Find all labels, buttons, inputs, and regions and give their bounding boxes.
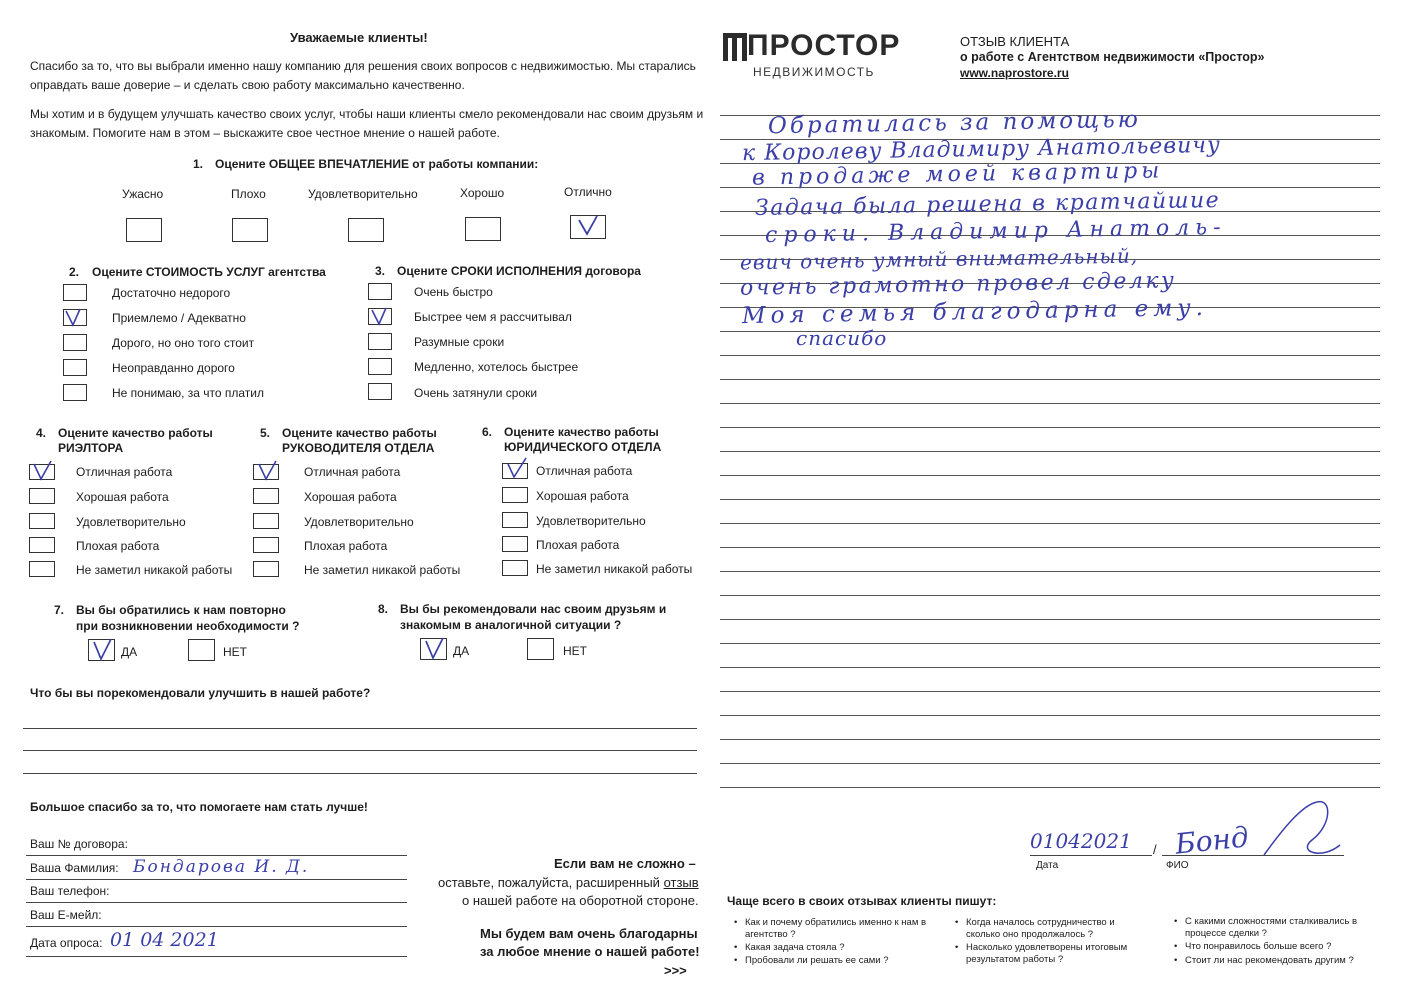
q6-checkbox[interactable]: [502, 487, 528, 503]
intro-paragraph-2-line-1: Мы хотим и в будущем улучшать качество своих услуг, чтобы наши клиенты смело рекомендовали нас своим друзьям и: [30, 107, 704, 121]
q2-checkbox[interactable]: [63, 359, 87, 376]
intro-paragraph-1-line-1: Спасибо за то, что вы выбрали именно нашу компанию для решения своих вопросов с недвижимостью. Мы старались: [30, 59, 696, 73]
q1-option-label: Ужасно: [122, 187, 164, 201]
logo-subtitle: НЕДВИЖИМОСТЬ: [753, 65, 875, 79]
review-line: спасибо: [796, 326, 888, 350]
q5-option-label: Удовлетворительно: [304, 515, 414, 529]
q7-number: 7.: [54, 603, 65, 617]
q5-label-line-2: РУКОВОДИТЕЛЯ ОТДЕЛА: [282, 441, 435, 455]
q7-label-line-1: Вы бы обратились к нам повторно: [76, 603, 286, 617]
q2-option-label: Не понимаю, за что платил: [112, 386, 265, 400]
signature-separator: /: [1153, 842, 1157, 857]
ruled-line: [720, 547, 1380, 548]
signature-flourish-icon: [1262, 800, 1342, 870]
q4-option-label: Удовлетворительно: [76, 515, 186, 529]
email-underline: [26, 926, 407, 927]
note-line-2: [438, 875, 699, 890]
q8-label-line-1: Вы бы рекомендовали нас своим друзьям и: [400, 602, 667, 616]
q8-number: 8.: [378, 602, 389, 616]
q6-checkmark-icon: [504, 456, 530, 480]
ruled-line: [720, 427, 1380, 428]
phone-label: Ваш телефон:: [30, 884, 110, 898]
q5-checkbox[interactable]: [253, 561, 279, 577]
q6-option-label: Удовлетворительно: [536, 514, 646, 528]
q6-label-line-1: Оцените качество работы: [504, 425, 659, 439]
q2-option-label: Достаточно недорого: [112, 286, 231, 300]
q4-number: 4.: [36, 426, 47, 440]
q1-option-label: Хорошо: [460, 186, 505, 200]
improve-line[interactable]: [23, 750, 697, 751]
q3-option-label: Очень затянули сроки: [414, 386, 538, 400]
q3-checkbox[interactable]: [368, 358, 392, 375]
q2-option-label: Приемлемо / Адекватно: [112, 311, 246, 325]
q5-option-label: Плохая работа: [304, 539, 388, 553]
q5-checkbox[interactable]: [253, 488, 279, 504]
q3-number: 3.: [375, 264, 386, 278]
improve-line[interactable]: [23, 728, 697, 729]
q7-no-checkbox[interactable]: [188, 639, 215, 661]
logo-mark-icon: [723, 33, 747, 61]
q2-label: Оцените СТОИМОСТЬ УСЛУГ агентства: [92, 265, 326, 279]
q4-label-line-1: Оцените качество работы: [58, 426, 213, 440]
q5-option-label: Отличная работа: [304, 465, 401, 479]
ruled-line: [720, 619, 1380, 620]
intro-paragraph-1-line-2: оправдать ваше доверие – и сделать свою работу максимально качественно.: [30, 78, 465, 92]
q4-option-label: Не заметил никакой работы: [76, 563, 233, 577]
q3-option-label: Очень быстро: [414, 285, 493, 299]
website-link[interactable]: www.naprostore.ru: [960, 66, 1069, 80]
q6-option-label: Не заметил никакой работы: [536, 562, 693, 576]
date-underline: [26, 956, 407, 957]
q5-checkmark-icon: [255, 458, 281, 482]
q6-option-label: Хорошая работа: [536, 489, 629, 503]
q8-yes-label: ДА: [453, 644, 470, 658]
review-line: Задача была решена в кратчайшие: [754, 187, 1221, 222]
review-line: сроки. Владимир Анатоль-: [764, 214, 1227, 249]
logo-wordmark: ПРОСТОР: [747, 29, 901, 62]
review-date-label: Дата: [1036, 860, 1059, 871]
q2-option-label: Неоправданно дорого: [112, 361, 235, 375]
q3-label: Оцените СРОКИ ИСПОЛНЕНИЯ договора: [397, 264, 641, 278]
q1-label: Оцените ОБЩЕЕ ВПЕЧАТЛЕНИЕ от работы компании:: [215, 157, 539, 171]
ruled-line: [720, 715, 1380, 716]
q4-option-label: Отличная работа: [76, 465, 173, 479]
tip-item: • Пробовали ли решать ее сами ?: [745, 955, 930, 966]
q6-checkbox[interactable]: [502, 512, 528, 528]
date-label: Дата опроса:: [30, 936, 103, 950]
tips-title: Чаще всего в своих отзывах клиенты пишут:: [727, 894, 997, 908]
fio-label: ФИО: [1166, 860, 1189, 871]
q3-checkbox[interactable]: [368, 383, 392, 400]
tip-item: • Как и почему обратились именно к нам в агентство ?: [745, 917, 930, 941]
contract-underline: [26, 855, 407, 856]
ruled-line: [720, 739, 1380, 740]
ruled-line: [720, 763, 1380, 764]
q7-yes-label: ДА: [121, 645, 138, 659]
q1-checkbox[interactable]: [465, 217, 501, 241]
note-line-3: о нашей работе на оборотной стороне.: [462, 893, 699, 908]
q1-option-label: Плохо: [231, 187, 266, 201]
review-date-value[interactable]: 01042021: [1030, 829, 1132, 853]
q2-number: 2.: [69, 265, 80, 279]
q5-number: 5.: [260, 426, 271, 440]
surname-label: Ваша Фамилия:: [30, 861, 119, 875]
ruled-line: [720, 355, 1380, 356]
note-line-5: за любое мнение о нашей работе!: [480, 944, 700, 959]
signature-value[interactable]: Бонд: [1173, 820, 1251, 861]
q4-option-label: Плохая работа: [76, 539, 160, 553]
review-line: евич очень умный внимательный,: [739, 243, 1139, 275]
review-line: Обратилась за помощью: [767, 106, 1142, 140]
q5-checkbox[interactable]: [253, 513, 279, 529]
ruled-line: [720, 667, 1380, 668]
q7-checkmark-icon: [90, 636, 116, 662]
q1-checkmark-icon: [575, 214, 603, 238]
review-header-subtitle: о работе с Агентством недвижимости «Простор»: [960, 50, 1265, 64]
q3-option-label: Медленно, хотелось быстрее: [414, 360, 579, 374]
q3-option-label: Быстрее чем я рассчитывал: [414, 310, 572, 324]
q3-option-label: Разумные сроки: [414, 335, 505, 349]
review-line: в продаже моей квартиры: [751, 158, 1164, 191]
q6-number: 6.: [482, 425, 493, 439]
q8-checkmark-icon: [422, 635, 448, 661]
tip-item: • Стоит ли нас рекомендовать другим ?: [1185, 955, 1360, 966]
q2-checkmark-icon: [63, 306, 87, 328]
q1-checkbox[interactable]: [348, 218, 384, 242]
q4-checkbox[interactable]: [29, 561, 55, 577]
note-line-1: Если вам не сложно –: [554, 856, 696, 871]
ruled-line: [720, 499, 1380, 500]
q5-option-label: Хорошая работа: [304, 490, 397, 504]
q4-checkbox[interactable]: [29, 537, 55, 553]
review-line: к Королеву Владимиру Анатольевичу: [741, 132, 1221, 167]
date-value[interactable]: 01 04 2021: [110, 929, 219, 951]
q2-checkbox[interactable]: [63, 334, 87, 351]
intro-paragraph-2-line-2: знакомым. Помогите нам в этом – выскажите свое честное мнение о нашей работе.: [30, 126, 500, 140]
q6-checkbox[interactable]: [502, 560, 528, 576]
q1-option-label: Удовлетворительно: [308, 187, 418, 201]
q8-label-line-2: знакомым в аналогичной ситуации ?: [400, 618, 622, 632]
thanks-text: Большое спасибо за то, что помогаете нам стать лучше!: [30, 800, 368, 814]
q6-checkbox[interactable]: [502, 536, 528, 552]
q7-no-label: НЕТ: [223, 645, 247, 659]
q1-checkbox[interactable]: [232, 218, 268, 242]
q8-no-checkbox[interactable]: [527, 638, 554, 660]
note-arrows: >>>: [664, 963, 687, 978]
contract-label: Ваш № договора:: [30, 837, 128, 851]
review-line: очень грамотно провел сделку: [739, 268, 1177, 301]
tip-item: • С какими сложностями сталкивались в процессе сделки ?: [1185, 916, 1360, 940]
review-line: Моя семья благодарна ему.: [741, 294, 1209, 330]
ruled-line: [720, 475, 1380, 476]
surname-value[interactable]: Бондарова И. Д.: [133, 857, 310, 877]
ruled-line: [720, 643, 1380, 644]
q3-checkbox[interactable]: [368, 283, 392, 300]
ruled-line: [720, 691, 1380, 692]
q5-option-label: Не заметил никакой работы: [304, 563, 461, 577]
q6-label-line-2: ЮРИДИЧЕСКОГО ОТДЕЛА: [504, 440, 662, 454]
q1-number: 1.: [193, 157, 204, 171]
ruled-line: [720, 379, 1380, 380]
q1-option-label: Отлично: [564, 185, 612, 199]
q3-checkmark-icon: [369, 305, 393, 327]
ruled-line: [720, 595, 1380, 596]
tip-item: • Что понравилось больше всего ?: [1185, 941, 1360, 952]
ruled-line: [720, 571, 1380, 572]
tip-item: • Какая задача стояла ?: [745, 942, 930, 953]
q2-checkbox[interactable]: [63, 384, 87, 401]
q4-checkmark-icon: [30, 458, 56, 482]
ruled-line: [720, 451, 1380, 452]
note-line-2-text: оставьте, пожалуйста, расширенный: [438, 875, 660, 890]
q2-option-label: Дорого, но оно того стоит: [112, 336, 255, 350]
surname-underline: [26, 879, 407, 880]
q2-checkbox[interactable]: [63, 284, 87, 301]
tip-item: • Когда началось сотрудничество и сколько оно продолжалось ?: [966, 917, 1136, 941]
signature-underline: [1162, 855, 1344, 856]
q7-label-line-2: при возникновении необходимости ?: [76, 619, 300, 633]
q4-checkbox[interactable]: [29, 488, 55, 504]
q5-checkbox[interactable]: [253, 537, 279, 553]
phone-underline: [26, 902, 407, 903]
q4-checkbox[interactable]: [29, 513, 55, 529]
ruled-line: [720, 403, 1380, 404]
review-header-title: ОТЗЫВ КЛИЕНТА: [960, 34, 1070, 49]
left-title: Уважаемые клиенты!: [290, 30, 428, 45]
feedback-link[interactable]: отзыв: [663, 875, 699, 890]
note-line-4: Мы будем вам очень благодарны: [480, 926, 698, 941]
q1-checkbox[interactable]: [126, 218, 162, 242]
ruled-line: [720, 787, 1380, 788]
q5-label-line-1: Оцените качество работы: [282, 426, 437, 440]
email-label: Ваш Е-мейл:: [30, 908, 102, 922]
q3-checkbox[interactable]: [368, 333, 392, 350]
q4-option-label: Хорошая работа: [76, 490, 169, 504]
ruled-line: [720, 523, 1380, 524]
q6-option-label: Плохая работа: [536, 538, 620, 552]
q8-no-label: НЕТ: [563, 644, 587, 658]
q6-option-label: Отличная работа: [536, 464, 633, 478]
tip-item: • Насколько удовлетворены итоговым результатом работы ?: [966, 942, 1136, 966]
improve-line[interactable]: [23, 773, 697, 774]
q4-label-line-2: РИЭЛТОРА: [58, 441, 124, 455]
review-date-underline: [1030, 855, 1152, 856]
improve-label: Что бы вы порекомендовали улучшить в нашей работе?: [30, 686, 371, 700]
